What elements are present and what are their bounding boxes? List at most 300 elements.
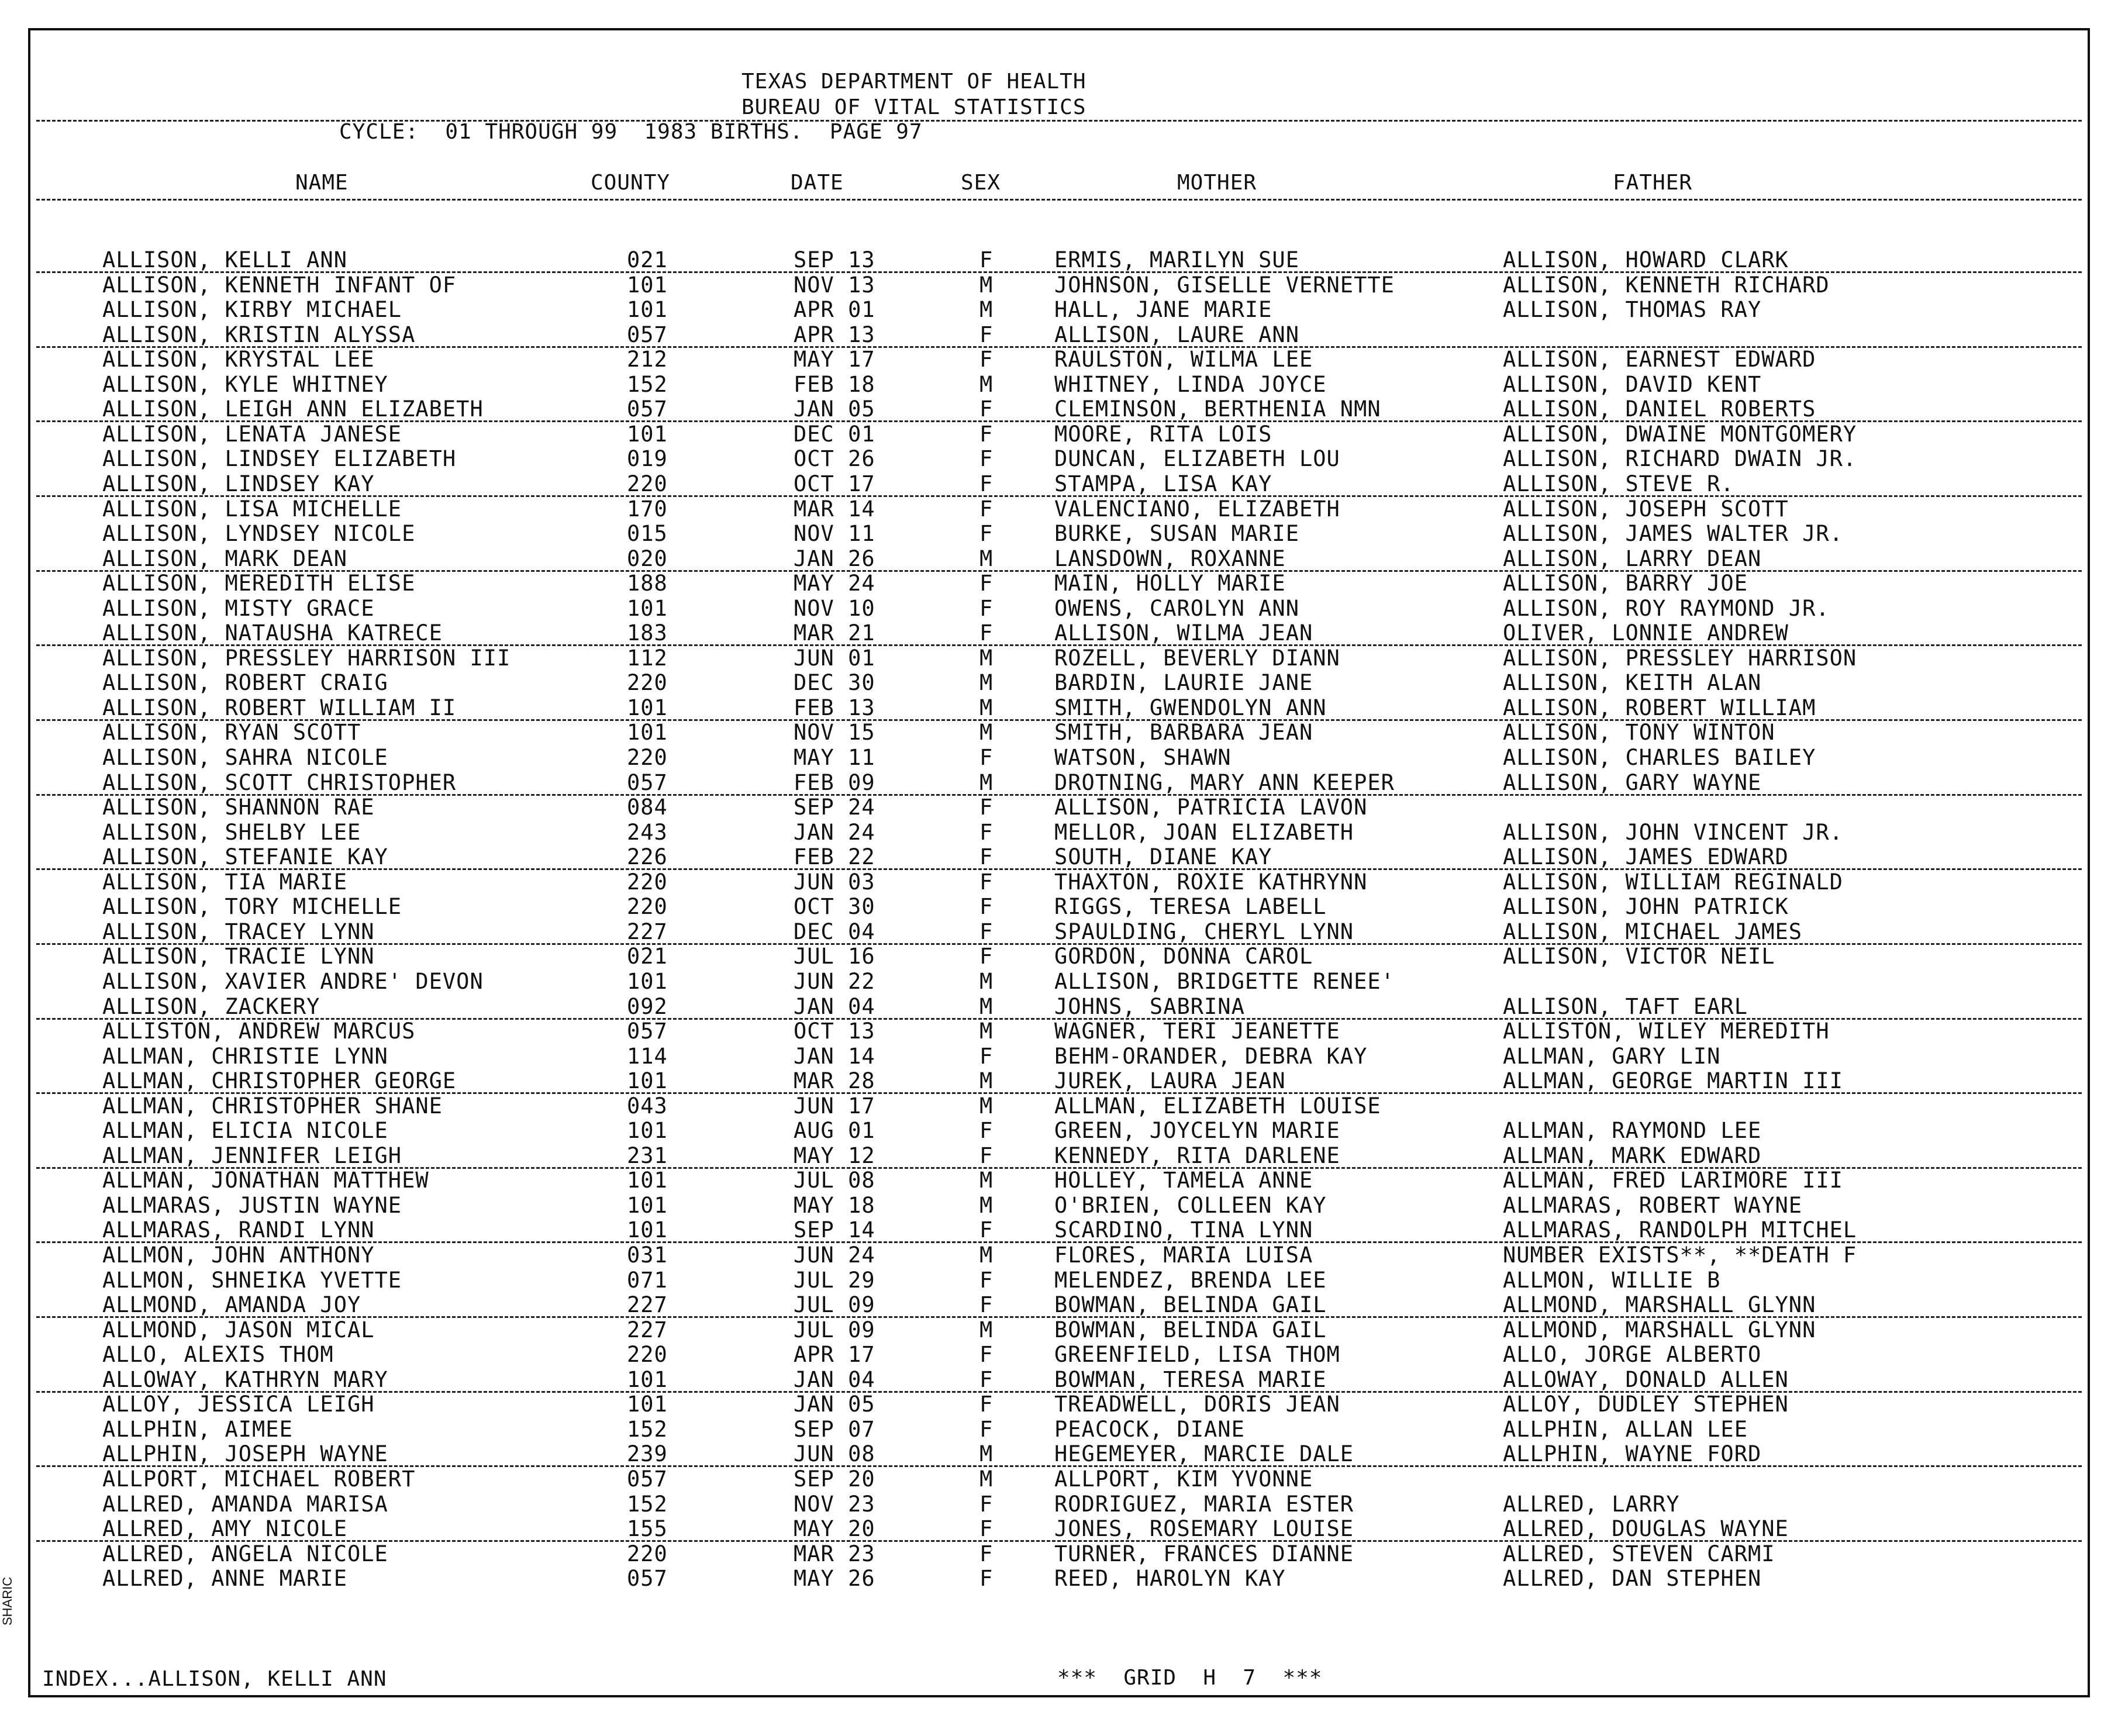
- cell-date: DEC 01: [794, 422, 875, 447]
- cell-mother: RAULSTON, WILMA LEE: [1054, 347, 1313, 372]
- cell-mother: MOORE, RITA LOIS: [1054, 422, 1272, 447]
- cell-sex: M: [979, 969, 994, 994]
- cell-sex: M: [979, 695, 994, 720]
- cell-name: ALLISON, TRACIE LYNN: [102, 944, 375, 969]
- cell-county: 101: [627, 1168, 668, 1193]
- cell-date: DEC 04: [794, 919, 875, 944]
- cell-mother: MELLOR, JOAN ELIZABETH: [1054, 820, 1354, 845]
- cell-father: ALLISON, ROY RAYMOND JR.: [1503, 596, 1830, 621]
- cell-county: 092: [627, 994, 668, 1019]
- table-row: [0, 1218, 2111, 1243]
- table-row: [0, 1168, 2111, 1193]
- table-row: [0, 845, 2111, 869]
- cell-county: 101: [627, 1068, 668, 1093]
- cell-county: 101: [627, 422, 668, 447]
- cell-sex: M: [979, 1193, 994, 1218]
- table-row: [0, 1044, 2111, 1069]
- cell-father: ALLPHIN, WAYNE FORD: [1503, 1441, 1762, 1466]
- table-row: [0, 323, 2111, 347]
- cell-mother: LANSDOWN, ROXANNE: [1054, 546, 1286, 571]
- cell-date: JUN 17: [794, 1093, 875, 1119]
- cell-sex: M: [979, 770, 994, 795]
- table-row: [0, 497, 2111, 522]
- cell-mother: TURNER, FRANCES DIANNE: [1054, 1541, 1354, 1566]
- cell-county: 101: [627, 297, 668, 322]
- cell-sex: F: [979, 446, 994, 471]
- cell-sex: M: [979, 1168, 994, 1193]
- cell-mother: O'BRIEN, COLLEEN KAY: [1054, 1193, 1327, 1218]
- cell-father: ALLISON, TONY WINTON: [1503, 720, 1775, 745]
- cell-county: 220: [627, 670, 668, 695]
- cell-name: ALLOY, JESSICA LEIGH: [102, 1392, 375, 1417]
- cell-mother: BOWMAN, BELINDA GAIL: [1054, 1317, 1327, 1342]
- cell-name: ALLISON, TRACEY LYNN: [102, 919, 375, 944]
- cell-father: ALLISON, JOHN PATRICK: [1503, 894, 1789, 919]
- cell-county: 226: [627, 844, 668, 869]
- cell-date: APR 17: [794, 1342, 875, 1367]
- cell-county: 019: [627, 446, 668, 471]
- cell-county: 101: [627, 1367, 668, 1392]
- cell-sex: F: [979, 1118, 994, 1143]
- table-row: [0, 671, 2111, 695]
- cell-county: 114: [627, 1044, 668, 1069]
- cell-name: ALLMON, JOHN ANTHONY: [102, 1243, 375, 1268]
- cell-name: ALLISON, MEREDITH ELISE: [102, 571, 416, 596]
- cell-name: ALLMOND, JASON MICAL: [102, 1317, 375, 1342]
- cell-name: ALLISON, MARK DEAN: [102, 546, 347, 571]
- cell-mother: JOHNSON, GISELLE VERNETTE: [1054, 272, 1395, 298]
- cell-date: MAY 17: [794, 347, 875, 372]
- cell-name: ALLISON, TORY MICHELLE: [102, 894, 402, 919]
- cell-county: 220: [627, 1342, 668, 1367]
- cell-county: 101: [627, 596, 668, 621]
- cell-date: SEP 13: [794, 247, 875, 272]
- cell-sex: F: [979, 1268, 994, 1293]
- table-row: [0, 870, 2111, 895]
- cell-sex: F: [979, 1566, 994, 1591]
- cell-name: ALLISON, KYLE WHITNEY: [102, 372, 388, 397]
- table-row: [0, 273, 2111, 298]
- cell-father: ALLISON, WILLIAM REGINALD: [1503, 869, 1843, 895]
- table-row: [0, 1566, 2111, 1591]
- cell-name: ALLISON, MISTY GRACE: [102, 596, 375, 621]
- cell-date: MAR 28: [794, 1068, 875, 1093]
- cell-name: ALLMAN, CHRISTIE LYNN: [102, 1044, 388, 1069]
- cell-father: ALLISON, DANIEL ROBERTS: [1503, 396, 1816, 422]
- cell-name: ALLISON, NATAUSHA KATRECE: [102, 620, 443, 646]
- cell-father: ALLISON, ROBERT WILLIAM: [1503, 695, 1816, 720]
- table-row: [0, 522, 2111, 546]
- cell-mother: ALLISON, BRIDGETTE RENEE': [1054, 969, 1395, 994]
- table-row: [0, 472, 2111, 496]
- table-row: [0, 720, 2111, 745]
- table-row: [0, 1392, 2111, 1417]
- cell-sex: F: [979, 521, 994, 546]
- header-line-1: TEXAS DEPARTMENT OF HEALTH: [741, 70, 1086, 94]
- cell-father: ALLMARAS, ROBERT WAYNE: [1503, 1193, 1803, 1218]
- cell-father: ALLISON, MICHAEL JAMES: [1503, 919, 1803, 944]
- cell-date: OCT 13: [794, 1019, 875, 1044]
- cell-name: ALLMARAS, RANDI LYNN: [102, 1217, 375, 1243]
- cell-mother: REED, HAROLYN KAY: [1054, 1566, 1286, 1591]
- table-row: [0, 1318, 2111, 1342]
- cell-father: OLIVER, LONNIE ANDREW: [1503, 620, 1789, 646]
- cell-name: ALLISON, SHANNON RAE: [102, 795, 375, 820]
- cell-county: 227: [627, 1292, 668, 1317]
- cell-county: 071: [627, 1268, 668, 1293]
- cell-mother: HEGEMEYER, MARCIE DALE: [1054, 1441, 1354, 1466]
- cell-sex: M: [979, 372, 994, 397]
- cell-mother: RODRIGUEZ, MARIA ESTER: [1054, 1492, 1354, 1517]
- cell-name: ALLPORT, MICHAEL ROBERT: [102, 1466, 416, 1492]
- cell-mother: TREADWELL, DORIS JEAN: [1054, 1392, 1340, 1417]
- cell-mother: DROTNING, MARY ANN KEEPER: [1054, 770, 1395, 795]
- cell-date: JUL 29: [794, 1268, 875, 1293]
- cell-county: 101: [627, 1193, 668, 1218]
- cell-county: 220: [627, 471, 668, 496]
- cell-mother: ALLISON, PATRICIA LAVON: [1054, 795, 1368, 820]
- cell-county: 152: [627, 1417, 668, 1442]
- cell-date: NOV 15: [794, 720, 875, 745]
- table-row: [0, 621, 2111, 646]
- cell-county: 212: [627, 347, 668, 372]
- cell-name: ALLMAN, CHRISTOPHER SHANE: [102, 1093, 443, 1119]
- table-row: [0, 1442, 2111, 1466]
- cell-date: NOV 13: [794, 272, 875, 298]
- cell-mother: JONES, ROSEMARY LOUISE: [1054, 1516, 1354, 1541]
- cell-father: ALLMOND, MARSHALL GLYNN: [1503, 1292, 1816, 1317]
- cell-date: MAY 11: [794, 745, 875, 770]
- cell-sex: F: [979, 820, 994, 845]
- cell-mother: ALLISON, LAURE ANN: [1054, 322, 1299, 347]
- table-row: [0, 646, 2111, 671]
- cell-mother: BOWMAN, BELINDA GAIL: [1054, 1292, 1327, 1317]
- cell-county: 084: [627, 795, 668, 820]
- cell-father: ALLMON, WILLIE B: [1503, 1268, 1721, 1293]
- table-row: [0, 298, 2111, 322]
- cell-county: 031: [627, 1243, 668, 1268]
- cell-date: JAN 05: [794, 396, 875, 422]
- cell-father: ALLISON, EARNEST EDWARD: [1503, 347, 1816, 372]
- table-row: [0, 696, 2111, 720]
- cell-date: JAN 14: [794, 1044, 875, 1069]
- cell-mother: WATSON, SHAWN: [1054, 745, 1232, 770]
- table-row: [0, 347, 2111, 372]
- cell-father: ALLISON, DWAINE MONTGOMERY: [1503, 422, 1857, 447]
- cell-sex: M: [979, 720, 994, 745]
- cell-county: 101: [627, 1118, 668, 1143]
- cell-father: ALLMAN, RAYMOND LEE: [1503, 1118, 1762, 1143]
- cell-county: 239: [627, 1441, 668, 1466]
- cell-name: ALLISON, KIRBY MICHAEL: [102, 297, 402, 322]
- cell-sex: F: [979, 396, 994, 422]
- cell-date: MAR 23: [794, 1541, 875, 1566]
- cell-mother: RIGGS, TERESA LABELL: [1054, 894, 1327, 919]
- cell-date: JUL 16: [794, 944, 875, 969]
- cell-county: 220: [627, 894, 668, 919]
- cell-name: ALLMAN, JENNIFER LEIGH: [102, 1143, 402, 1168]
- cell-date: DEC 30: [794, 670, 875, 695]
- cell-county: 170: [627, 496, 668, 522]
- cell-sex: F: [979, 596, 994, 621]
- cell-county: 152: [627, 372, 668, 397]
- cell-sex: M: [979, 1068, 994, 1093]
- cell-county: 112: [627, 646, 668, 671]
- cell-sex: M: [979, 670, 994, 695]
- cell-father: ALLISON, BARRY JOE: [1503, 571, 1748, 596]
- cell-father: ALLISON, KEITH ALAN: [1503, 670, 1762, 695]
- cell-father: ALLOWAY, DONALD ALLEN: [1503, 1367, 1789, 1392]
- cell-date: OCT 30: [794, 894, 875, 919]
- cell-name: ALLMAN, ELICIA NICOLE: [102, 1118, 388, 1143]
- table-row: [0, 1193, 2111, 1218]
- cell-date: MAR 14: [794, 496, 875, 522]
- cell-date: SEP 07: [794, 1417, 875, 1442]
- table-row: [0, 795, 2111, 820]
- cell-mother: GORDON, DONNA CAROL: [1054, 944, 1313, 969]
- cell-county: 057: [627, 322, 668, 347]
- cell-father: ALLO, JORGE ALBERTO: [1503, 1342, 1762, 1367]
- table-row: [0, 422, 2111, 447]
- table-row: [0, 771, 2111, 795]
- cell-father: ALLISON, VICTOR NEIL: [1503, 944, 1775, 969]
- cell-sex: F: [979, 944, 994, 969]
- cell-mother: ERMIS, MARILYN SUE: [1054, 247, 1299, 272]
- header-line-2: BUREAU OF VITAL STATISTICS: [741, 95, 1086, 119]
- cell-sex: F: [979, 1492, 994, 1517]
- cell-date: JUN 01: [794, 646, 875, 671]
- col-header-father: FATHER: [1613, 171, 1693, 195]
- cell-county: 231: [627, 1143, 668, 1168]
- cell-date: APR 13: [794, 322, 875, 347]
- cell-county: 101: [627, 1217, 668, 1243]
- cell-sex: F: [979, 1417, 994, 1442]
- cell-mother: OWENS, CAROLYN ANN: [1054, 596, 1299, 621]
- table-row: [0, 1517, 2111, 1541]
- cell-county: 220: [627, 745, 668, 770]
- cell-father: ALLRED, STEVEN CARMI: [1503, 1541, 1775, 1566]
- cell-mother: MAIN, HOLLY MARIE: [1054, 571, 1286, 596]
- cell-sex: F: [979, 422, 994, 447]
- cell-sex: F: [979, 471, 994, 496]
- cell-date: FEB 13: [794, 695, 875, 720]
- cell-county: 101: [627, 720, 668, 745]
- cell-father: ALLRED, LARRY: [1503, 1492, 1680, 1517]
- cell-sex: F: [979, 1367, 994, 1392]
- cell-mother: STAMPA, LISA KAY: [1054, 471, 1272, 496]
- cell-sex: F: [979, 919, 994, 944]
- cell-county: 057: [627, 1466, 668, 1492]
- cell-date: JAN 04: [794, 1367, 875, 1392]
- cell-father: ALLPHIN, ALLAN LEE: [1503, 1417, 1748, 1442]
- cell-county: 152: [627, 1492, 668, 1517]
- cell-name: ALLISON, SCOTT CHRISTOPHER: [102, 770, 457, 795]
- cell-sex: F: [979, 1217, 994, 1243]
- cell-father: ALLISON, DAVID KENT: [1503, 372, 1762, 397]
- table-row: [0, 397, 2111, 422]
- cell-sex: M: [979, 1019, 994, 1044]
- cell-sex: M: [979, 994, 994, 1019]
- cell-father: ALLISON, JOHN VINCENT JR.: [1503, 820, 1843, 845]
- cell-father: NUMBER EXISTS**, **DEATH F: [1503, 1243, 1857, 1268]
- cell-father: ALLMARAS, RANDOLPH MITCHEL: [1503, 1217, 1857, 1243]
- cell-mother: HOLLEY, TAMELA ANNE: [1054, 1168, 1313, 1193]
- cell-county: 183: [627, 620, 668, 646]
- cell-mother: CLEMINSON, BERTHENIA NMN: [1054, 396, 1381, 422]
- cell-father: ALLISON, TAFT EARL: [1503, 994, 1748, 1019]
- col-header-mother: MOTHER: [1177, 171, 1257, 195]
- cell-county: 021: [627, 247, 668, 272]
- cell-sex: F: [979, 795, 994, 820]
- cell-mother: PEACOCK, DIANE: [1054, 1417, 1245, 1442]
- cell-name: ALLISON, LENATA JANESE: [102, 422, 402, 447]
- cell-name: ALLISTON, ANDREW MARCUS: [102, 1019, 416, 1044]
- cell-name: ALLISON, ZACKERY: [102, 994, 320, 1019]
- cell-mother: BURKE, SUSAN MARIE: [1054, 521, 1299, 546]
- table-row: [0, 1119, 2111, 1143]
- cell-mother: BARDIN, LAURIE JANE: [1054, 670, 1313, 695]
- cell-sex: M: [979, 546, 994, 571]
- cell-county: 101: [627, 272, 668, 298]
- cell-mother: SOUTH, DIANE KAY: [1054, 844, 1272, 869]
- cell-name: ALLISON, KRYSTAL LEE: [102, 347, 375, 372]
- cell-sex: F: [979, 1516, 994, 1541]
- cell-sex: F: [979, 1541, 994, 1566]
- cell-mother: HALL, JANE MARIE: [1054, 297, 1272, 322]
- cell-county: 101: [627, 969, 668, 994]
- col-header-county: COUNTY: [591, 171, 671, 195]
- cell-date: JAN 05: [794, 1392, 875, 1417]
- cell-mother: THAXTON, ROXIE KATHRYNN: [1054, 869, 1368, 895]
- cell-sex: F: [979, 1143, 994, 1168]
- cell-sex: F: [979, 745, 994, 770]
- cell-county: 243: [627, 820, 668, 845]
- cell-name: ALLPHIN, JOSEPH WAYNE: [102, 1441, 388, 1466]
- cell-date: MAY 24: [794, 571, 875, 596]
- table-row: [0, 944, 2111, 969]
- cell-date: OCT 17: [794, 471, 875, 496]
- cell-date: MAY 18: [794, 1193, 875, 1218]
- table-row: [0, 1467, 2111, 1492]
- cell-sex: M: [979, 1466, 994, 1492]
- table-row: [0, 969, 2111, 994]
- table-row: [0, 447, 2111, 471]
- cell-name: ALLMAN, JONATHAN MATTHEW: [102, 1168, 429, 1193]
- cell-sex: M: [979, 1441, 994, 1466]
- cell-father: ALLMAN, GARY LIN: [1503, 1044, 1721, 1069]
- cell-sex: F: [979, 1044, 994, 1069]
- cell-date: JUN 24: [794, 1243, 875, 1268]
- table-row: [0, 895, 2111, 919]
- cell-county: 101: [627, 1392, 668, 1417]
- cell-sex: F: [979, 347, 994, 372]
- cell-sex: F: [979, 894, 994, 919]
- cell-father: ALLISON, JOSEPH SCOTT: [1503, 496, 1789, 522]
- cell-name: ALLISON, LINDSEY KAY: [102, 471, 375, 496]
- table-row: [0, 547, 2111, 571]
- col-header-name: NAME: [295, 171, 349, 195]
- cell-sex: F: [979, 844, 994, 869]
- cell-date: JAN 26: [794, 546, 875, 571]
- cell-date: SEP 14: [794, 1217, 875, 1243]
- cell-sex: M: [979, 297, 994, 322]
- table-row: [0, 1342, 2111, 1367]
- cell-date: JAN 04: [794, 994, 875, 1019]
- cell-date: JUN 03: [794, 869, 875, 895]
- cycle-line: CYCLE: 01 THROUGH 99 1983 BIRTHS. PAGE 97: [339, 120, 923, 144]
- cell-date: APR 01: [794, 297, 875, 322]
- cell-name: ALLRED, AMANDA MARISA: [102, 1492, 388, 1517]
- cell-county: 020: [627, 546, 668, 571]
- cell-sex: F: [979, 620, 994, 646]
- table-row: [0, 1069, 2111, 1093]
- cell-father: ALLISON, RICHARD DWAIN JR.: [1503, 446, 1857, 471]
- cell-father: ALLISON, KENNETH RICHARD: [1503, 272, 1830, 298]
- cell-sex: F: [979, 322, 994, 347]
- cell-sex: M: [979, 1093, 994, 1119]
- cell-county: 043: [627, 1093, 668, 1119]
- cell-name: ALLPHIN, AIMEE: [102, 1417, 293, 1442]
- cell-name: ALLISON, TIA MARIE: [102, 869, 347, 895]
- cell-mother: FLORES, MARIA LUISA: [1054, 1243, 1313, 1268]
- cell-sex: F: [979, 571, 994, 596]
- cell-name: ALLISON, ROBERT CRAIG: [102, 670, 388, 695]
- table-row: [0, 1368, 2111, 1392]
- cell-date: MAR 21: [794, 620, 875, 646]
- cell-name: ALLISON, LINDSEY ELIZABETH: [102, 446, 457, 471]
- cell-mother: BOWMAN, TERESA MARIE: [1054, 1367, 1327, 1392]
- cell-sex: M: [979, 1243, 994, 1268]
- cell-mother: WAGNER, TERI JEANETTE: [1054, 1019, 1340, 1044]
- cell-mother: ALLISON, WILMA JEAN: [1054, 620, 1313, 646]
- cell-county: 057: [627, 1566, 668, 1591]
- table-row: [0, 920, 2111, 944]
- cell-county: 227: [627, 1317, 668, 1342]
- cell-father: ALLISON, GARY WAYNE: [1503, 770, 1762, 795]
- cell-father: ALLISON, HOWARD CLARK: [1503, 247, 1789, 272]
- cell-mother: JOHNS, SABRINA: [1054, 994, 1245, 1019]
- cell-county: 057: [627, 396, 668, 422]
- cell-name: ALLISON, SHELBY LEE: [102, 820, 361, 845]
- cell-mother: DUNCAN, ELIZABETH LOU: [1054, 446, 1340, 471]
- cell-name: ALLRED, AMY NICOLE: [102, 1516, 347, 1541]
- cell-name: ALLISON, LISA MICHELLE: [102, 496, 402, 522]
- cell-date: MAY 20: [794, 1516, 875, 1541]
- table-row: [0, 1268, 2111, 1293]
- cell-father: ALLMOND, MARSHALL GLYNN: [1503, 1317, 1816, 1342]
- cell-name: ALLOWAY, KATHRYN MARY: [102, 1367, 388, 1392]
- cell-county: 057: [627, 770, 668, 795]
- cell-father: ALLRED, DAN STEPHEN: [1503, 1566, 1762, 1591]
- table-row: [0, 820, 2111, 845]
- cell-name: ALLISON, LEIGH ANN ELIZABETH: [102, 396, 484, 422]
- cell-date: FEB 09: [794, 770, 875, 795]
- cell-name: ALLISON, KENNETH INFANT OF: [102, 272, 457, 298]
- cell-sex: M: [979, 1317, 994, 1342]
- cell-mother: ALLMAN, ELIZABETH LOUISE: [1054, 1093, 1381, 1119]
- cell-father: ALLISON, STEVE R.: [1503, 471, 1734, 496]
- cell-sex: F: [979, 1342, 994, 1367]
- cell-date: FEB 22: [794, 844, 875, 869]
- cell-date: JUL 09: [794, 1292, 875, 1317]
- cell-mother: SCARDINO, TINA LYNN: [1054, 1217, 1313, 1243]
- cell-father: ALLMAN, MARK EDWARD: [1503, 1143, 1762, 1168]
- cell-date: NOV 23: [794, 1492, 875, 1517]
- cell-father: ALLMAN, GEORGE MARTIN III: [1503, 1068, 1843, 1093]
- margin-label: SHARIC: [0, 1576, 15, 1625]
- cell-county: 188: [627, 571, 668, 596]
- cell-father: ALLISON, LARRY DEAN: [1503, 546, 1762, 571]
